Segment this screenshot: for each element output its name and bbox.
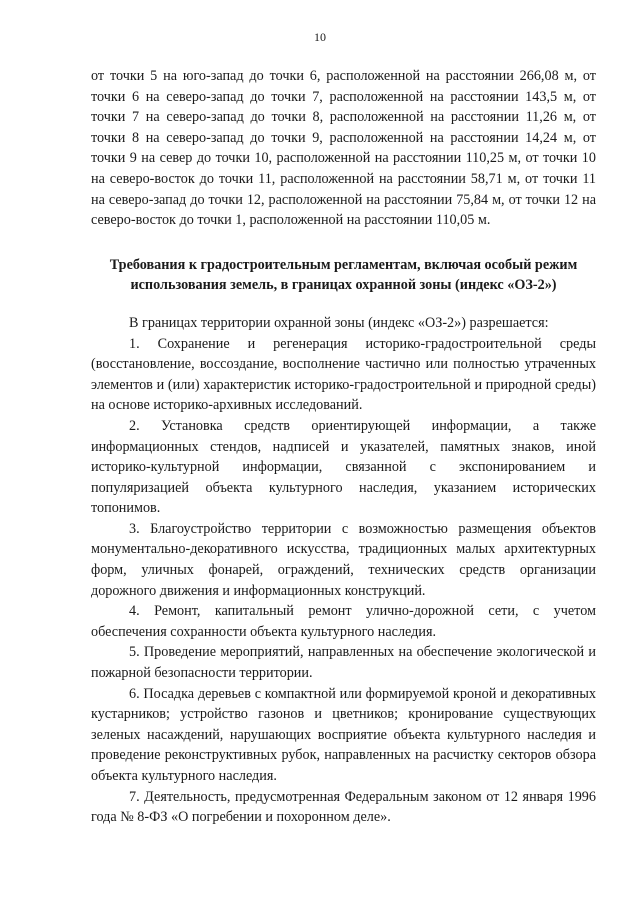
section-heading: Требования к градостроительным регламентам, включая особый режим использования земель, в границах охранной зоны (индекс «ОЗ-2») [109,256,578,294]
boundary-description-paragraph: от точки 5 на юго-запад до точки 6, расположенной на расстоянии 266,08 м, от точки 6 на северо-запад до точки 7, расположенной на расстоянии 143,5 м, от точки 7 на северо-запад до точки 8, расположенной на расстоянии 11,26 м, от точки 8 на северо-запад до точки 9, расположенной на расстоянии 14,24 м, от точки 9 на север до точки 10, расположенной на расстоянии 110,25 м, от точки 10 на северо-восток до точки 11, расположенной на расстоянии 58,71 м, от точки 11 на северо-запад до точки 12, расположенной на расстоянии 75,84 м, от точки 12 на северо-восток до точки 1, расположенной на расстоянии 110,05 м. [91,68,596,229]
list-item-4: 4. Ремонт, капитальный ремонт улично-дорожной сети, с учетом обеспечения сохранности объекта культурного наследия. [91,603,596,640]
page-number: 10 [314,30,326,44]
list-item-7: 7. Деятельность, предусмотренная Федеральным законом от 12 января 1996 года № 8-ФЗ «О погребении и похоронном деле». [91,788,596,826]
list-item-5: 5. Проведение мероприятий, направленных на обеспечение экологической и пожарной безопасности территории. [91,644,596,682]
list-item-6: 6. Посадка деревьев с компактной или формируемой кроной и декоративных кустарников; устройство газонов и цветников; кронирование существующих зеленых насаждений, нарушающих восприятие объекта культурного наследия и проведение реконструктивных рубок, направленных на расчистку секторов обзора объекта культурного наследия. [91,685,596,784]
intro-paragraph: В границах территории охранной зоны (индекс «ОЗ-2») разрешается: [129,314,549,331]
list-item-1: 1. Сохранение и регенерация историко-градостроительной среды (восстановление, воссоздание, восполнение частично или полностью утраченных элементов и (или) характеристик историко-градостроительной и природной среды) на основе историко-архивных исследований. [91,335,596,414]
list-item-2: 2. Установка средств ориентирующей информации, а также информационных стендов, надписей и указателей, памятных знаков, иной историко-культурной информации, связанной с экспонированием и популяризацией объекта культурного наследия, указанием исторических топонимов. [91,417,596,517]
document-body [91,66,596,828]
list-item-3: 3. Благоустройство территории с возможностью размещения объектов монументально-декоративного искусства, традиционных малых архитектурных форм, уличных фонарей, ограждений, технических средств организации дорожного движения и информационных конструкций. [91,520,596,599]
